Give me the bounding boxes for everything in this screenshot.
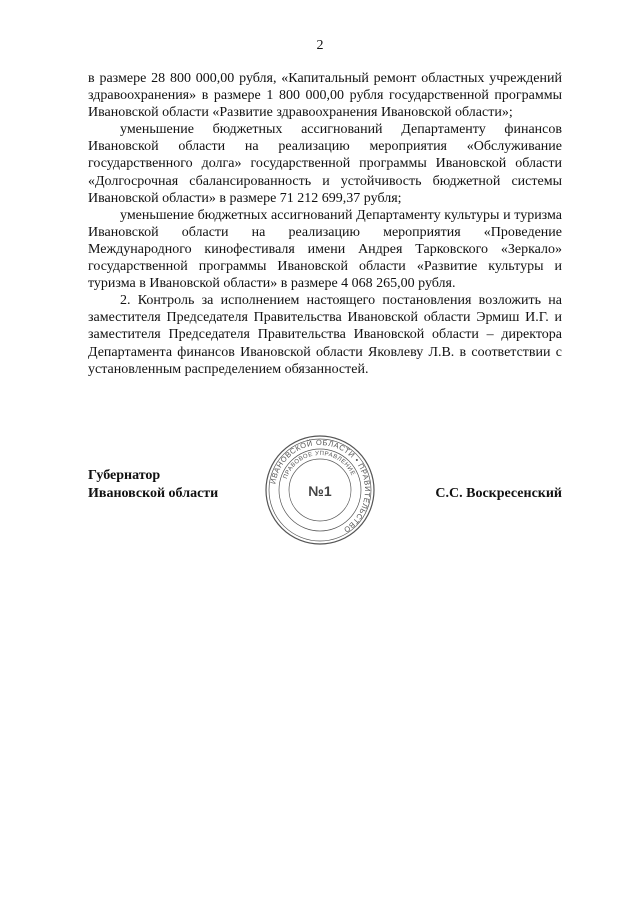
seal-inner-text: ПРАВОВОЕ УПРАВЛЕНИЕ [282,450,356,480]
signer-title [88,467,218,503]
paragraph: уменьшение бюджетных ассигнований Департаменту культуры и туризма Ивановской области на реализацию мероприятия «Проведение Международного кинофестиваля имени Андрея Тарковского «Зеркало» государственной программы Ивановской области «Развитие культуры и туризма в Ивановской области» в размере 4 068 265,00 рубля. [88,207,562,292]
seal-outer-text: ИВАНОВСКОЙ ОБЛАСТИ • ПРАВИТЕЛЬСТВО [268,437,373,535]
document-body [88,70,562,378]
signature-block [88,437,562,547]
signer-title-line2: Ивановской области [88,486,219,501]
signer-title-line1: Губернатор [88,468,161,483]
paragraph: уменьшение бюджетных ассигнований Департаменту финансов Ивановской области на реализацию мероприятия «Обслуживание государственного долга» государственной программы Ивановской области «Долгосрочная сбалансированность и устойчивость бюджетной системы Ивановской области» в размере 71 212 699,37 рубля; [88,122,562,206]
paragraph: в размере 28 800 000,00 рубля, «Капитальный ремонт областных учреждений здравоохранения» в размере 1 800 000,00 рубля государственной программы Ивановской области «Развитие здравоохранения Ивановской области»; [88,71,562,121]
signer-name: С.С. Воскресенский [435,486,562,501]
official-seal [264,434,376,546]
seal-number: №1 [308,483,332,499]
paragraph: 2. Контроль за исполнением настоящего постановления возложить на заместителя Председателя Правительства Ивановской области Эрмиш И.Г. и заместителя Председателя Правительства Ивановской области – директора Департамента финансов Ивановской области Яковлеву Л.В. в соответствии с установленным распределением обязанностей. [88,293,562,377]
page-number: 2 [316,38,324,53]
